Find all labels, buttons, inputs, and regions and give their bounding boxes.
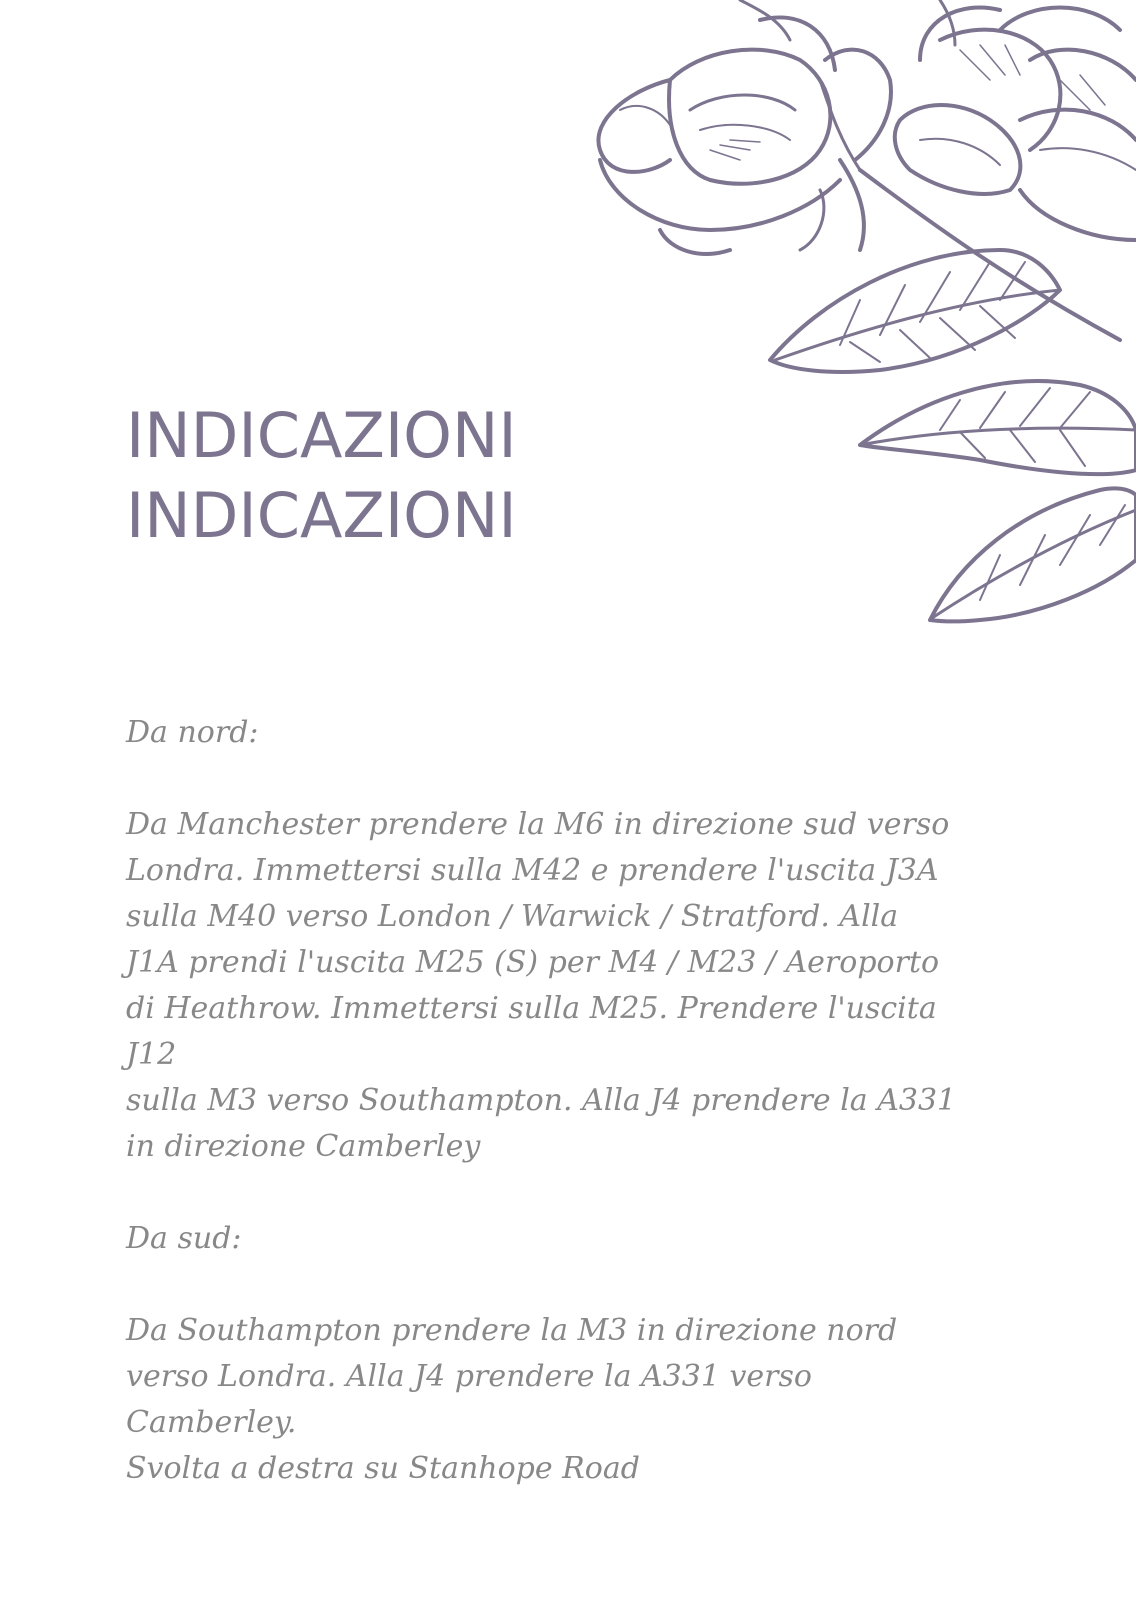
south-line-3: Svolta a destra su Stanhope Road — [126, 1451, 640, 1486]
leaf-icon — [770, 250, 1060, 372]
rose-bud-icon — [598, 0, 891, 254]
north-line-4: J1A prendi l'uscita M25 (S) per M4 / M23 / Aeroporto — [126, 945, 940, 980]
north-line-3: sulla M40 verso London / Warwick / Stratford. Alla — [126, 899, 899, 934]
north-line-6: sulla M3 verso Southampton. Alla J4 prendere la A331 — [126, 1083, 957, 1118]
north-line-2: Londra. Immettersi sulla M42 e prendere l'uscita J3A — [126, 853, 939, 888]
title-line-1: INDICAZIONI — [126, 399, 517, 472]
leaf-icon — [930, 488, 1136, 621]
leaf-icon — [860, 381, 1136, 474]
section-heading-south: Da sud: — [126, 1221, 242, 1256]
north-line-7: in direzione Camberley — [126, 1129, 481, 1164]
title-line-2: INDICAZIONI — [126, 479, 517, 552]
north-line-5: di Heathrow. Immettersi sulla M25. Prendere l'uscita J12 — [126, 991, 937, 1072]
south-line-1: Da Southampton prendere la M3 in direzione nord — [126, 1313, 898, 1348]
page-title — [126, 396, 517, 556]
flower-bloom-icon — [895, 0, 1136, 240]
floral-illustration — [560, 0, 1136, 640]
north-line-1: Da Manchester prendere la M6 in direzione sud verso — [126, 807, 950, 842]
directions-text — [126, 710, 986, 1492]
section-heading-north: Da nord: — [126, 715, 259, 750]
south-line-2: verso Londra. Alla J4 prendere la A331 verso Camberley. — [126, 1359, 812, 1440]
